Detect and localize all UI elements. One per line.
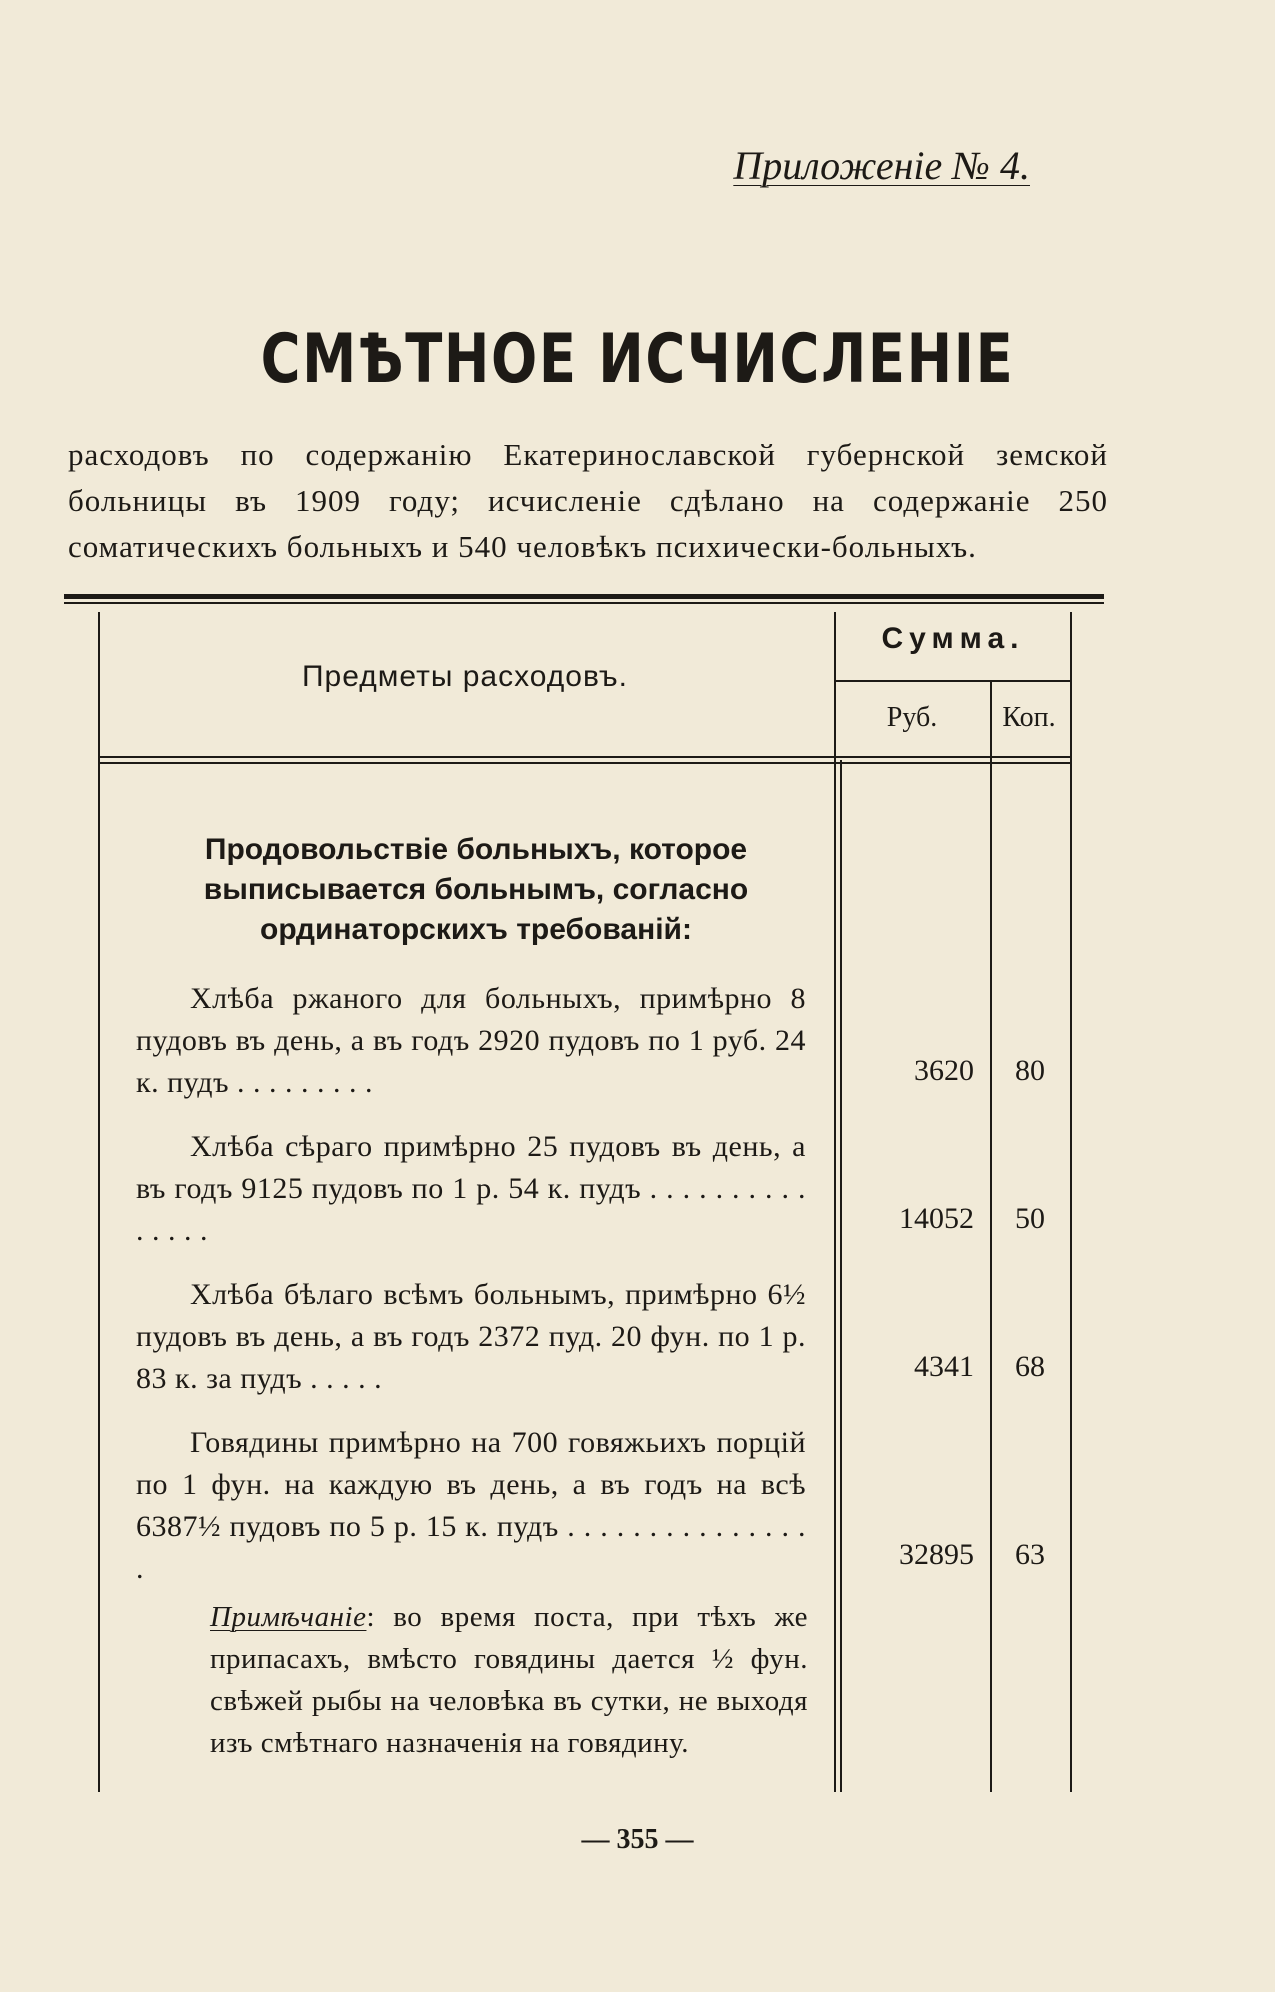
note-label: Примѣчаніе bbox=[210, 1601, 367, 1633]
table-right-border bbox=[1070, 612, 1072, 1792]
table-note bbox=[210, 1596, 808, 1764]
table-divider-items-2 bbox=[840, 760, 842, 1792]
row-1-rub: 3620 bbox=[914, 1054, 974, 1087]
table-row-text bbox=[136, 1422, 806, 1590]
column-header-rub: Руб. bbox=[886, 702, 938, 733]
table-row-text bbox=[136, 978, 806, 1104]
table-left-border bbox=[98, 612, 100, 1792]
row-3-rub: 4341 bbox=[914, 1350, 974, 1383]
column-header-items: Предметы расходовъ. bbox=[301, 660, 628, 693]
table-divider-rub-kop bbox=[990, 680, 992, 1792]
top-rule-thin bbox=[64, 602, 1104, 604]
section-heading: Продовольствіе больныхъ, которое выписывается больнымъ, согласно ординаторскихъ требованій: bbox=[203, 833, 749, 946]
table-row-text bbox=[136, 1126, 806, 1252]
header-bottom-rule-1 bbox=[98, 756, 1072, 758]
row-2-rub: 14052 bbox=[899, 1202, 974, 1235]
note-text: : во время поста, при тѣхъ же припасахъ, вмѣсто говядины дается ½ фун. свѣжей рыбы на человѣка въ сутки, не выходя изъ смѣтнаго назначенія на говядину. bbox=[210, 1601, 808, 1759]
column-header-sum: Сумма. bbox=[881, 622, 1025, 655]
top-rule-thick bbox=[64, 594, 1104, 599]
row-4-kop: 63 bbox=[1015, 1538, 1045, 1571]
row-2-kop: 50 bbox=[1015, 1202, 1045, 1235]
row-2-text: Хлѣба сѣраго примѣрно 25 пудовъ въ день, а въ годъ 9125 пудовъ по 1 р. 54 к. пудъ . . . . . . . . . . . . . . . bbox=[136, 1130, 806, 1247]
row-4-text: Говядины примѣрно на 700 говяжьихъ порцій по 1 фун. на каждую въ день, а въ годъ на всѣ 6387½ пудовъ по 5 р. 15 к. пудъ . . . . . . . . . . . . . . . . bbox=[136, 1426, 806, 1585]
table-row-text bbox=[136, 1274, 806, 1400]
row-1-text: Хлѣба ржаного для больныхъ, примѣрно 8 пудовъ въ день, а въ годъ 2920 пудовъ по 1 руб. 24 к. пудъ . . . . . . . . . bbox=[136, 982, 806, 1099]
row-1-kop: 80 bbox=[1015, 1054, 1045, 1087]
sum-header-divider bbox=[834, 680, 1072, 682]
appendix-label: Приложеніе № 4. bbox=[733, 143, 1030, 188]
row-3-kop: 68 bbox=[1015, 1350, 1045, 1383]
page-number: — 355 — bbox=[581, 1824, 694, 1855]
document-title: СМѢТНОЕ ИСЧИСЛЕНІЕ bbox=[260, 320, 1015, 399]
document-subtitle: расходовъ по содержанію Екатеринославской губернской земской больницы въ 1909 году; исчисленіе сдѣлано на содержаніе 250 соматическихъ больныхъ и 540 человѣкъ психически-больныхъ. bbox=[68, 437, 1108, 564]
row-3-text: Хлѣба бѣлаго всѣмъ больнымъ, примѣрно 6½ пудовъ въ день, а въ годъ 2372 пуд. 20 фун. по 1 р. 83 к. за пудъ . . . . . bbox=[136, 1278, 806, 1395]
column-header-kop: Коп. bbox=[1002, 702, 1056, 733]
row-4-rub: 32895 bbox=[899, 1538, 974, 1571]
header-bottom-rule-2 bbox=[98, 762, 1072, 764]
